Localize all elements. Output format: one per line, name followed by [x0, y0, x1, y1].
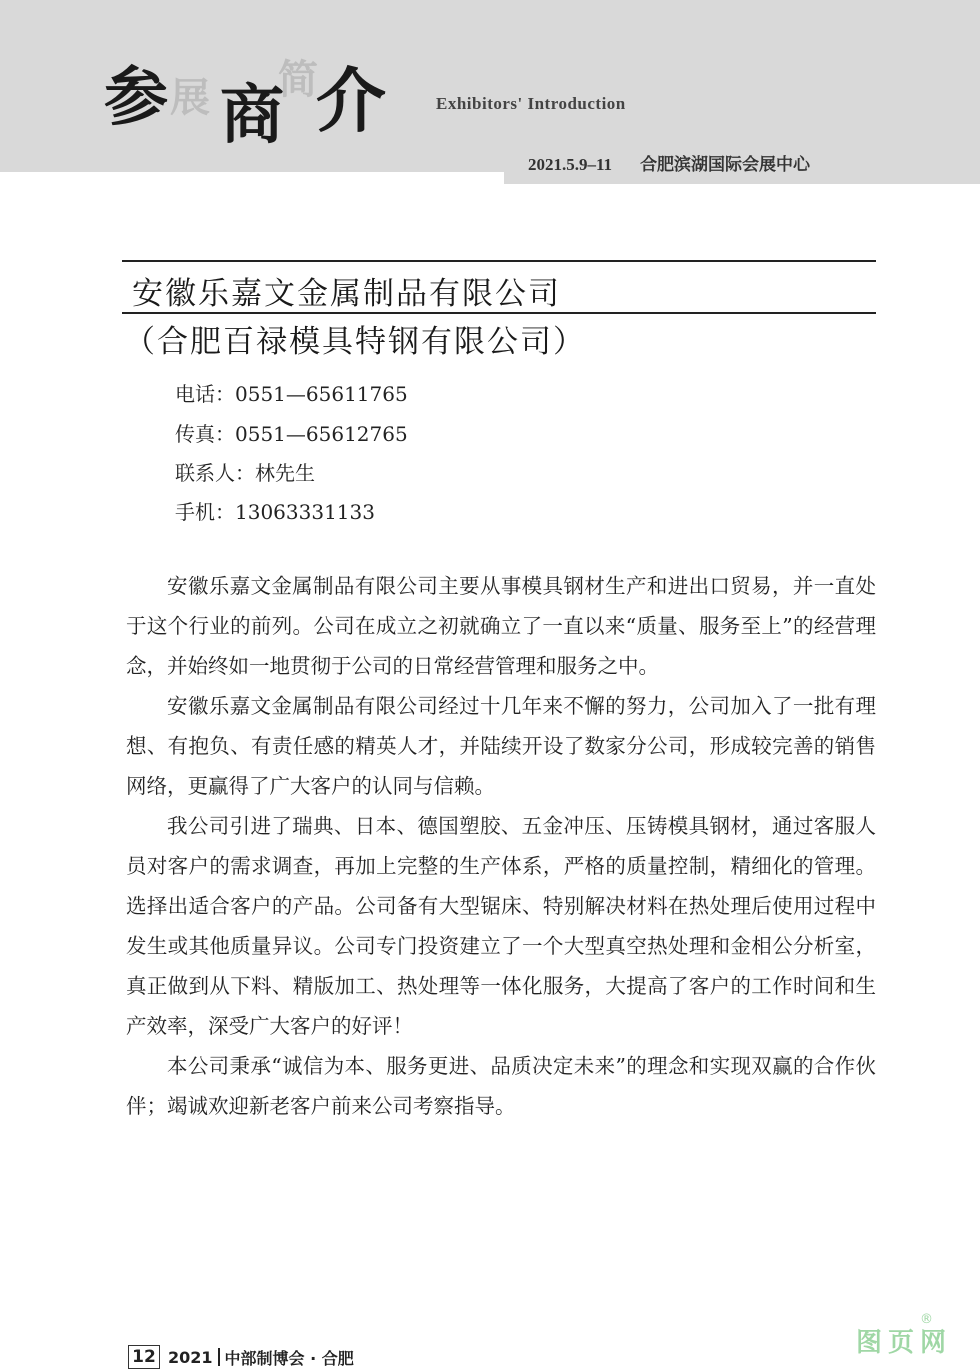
footer-year: 2021: [168, 1347, 213, 1367]
title-char-3: 商: [220, 78, 284, 153]
footer-divider: [218, 1348, 220, 1366]
title-char-5: 介: [316, 59, 386, 142]
title-rule-top: [122, 260, 876, 262]
company-name: 安徽乐嘉文金属制品有限公司: [132, 276, 561, 312]
contact-phone: 电话：0551—65611765: [175, 382, 408, 406]
page-footer: [128, 1345, 354, 1369]
page-number: 12: [128, 1345, 160, 1369]
footer-event-name: 中部制博会 · 合肥: [224, 1348, 354, 1368]
paragraph-3: 我公司引进了瑞典、日本、德国塑胶、五金冲压、压铸模具钢材，通过客服人员对客户的需求调查，再加上完整的生产体系，严格的质量控制，精细化的管理。选择出适合客户的产品。公司备有大型锯床、特别解决材料在热处理后使用过程中发生或其他质量异议。公司专门投资建立了一个大型真空热处理和金相公分析室，真正做到从下料、精版加工、热处理等一体化服务，大提高了客户的工作时间和生产效率，深受广大客户的好评！: [126, 814, 876, 1038]
paragraph-2: 安徽乐嘉文金属制品有限公司经过十几年来不懈的努力，公司加入了一批有理想、有抱负、有责任感的精英人才，并陆续开设了数家分公司，形成较完善的销售网络，更赢得了广大客户的认同与信赖。: [126, 694, 876, 798]
watermark-logo: 图页网: [856, 1328, 953, 1358]
section-title-english: Exhibitors' Introduction: [436, 94, 626, 113]
paragraph-1: 安徽乐嘉文金属制品有限公司主要从事模具钢材生产和进出口贸易，并一直处于这个行业的前列。公司在成立之初就确立了一直以来“质量、服务至上”的经营理念，并始终如一地贯彻于公司的日常经营管理和服务之中。: [126, 574, 876, 678]
registered-mark-icon: ®: [920, 1312, 933, 1327]
contact-person: 联系人：林先生: [175, 461, 315, 485]
company-description: [126, 566, 876, 1126]
event-date: 2021.5.9–11: [528, 155, 613, 174]
title-char-1: 参: [104, 60, 168, 135]
contact-mobile: 手机：13063331133: [175, 500, 375, 524]
title-char-2: 展: [170, 74, 210, 121]
title-char-4: 简: [278, 56, 318, 103]
title-rule-middle: [122, 312, 876, 314]
event-venue: 合肥滨湖国际会展中心: [640, 155, 811, 174]
paragraph-4: 本公司秉承“诚信为本、服务更进、品质决定未来”的理念和实现双赢的合作伙伴；竭诚欢迎新老客户前来公司考察指导。: [126, 1054, 876, 1118]
company-alias: （合肥百禄模具特钢有限公司）: [124, 324, 586, 360]
event-date-venue: [528, 150, 810, 175]
contact-fax: 传真：0551—65612765: [175, 422, 408, 446]
